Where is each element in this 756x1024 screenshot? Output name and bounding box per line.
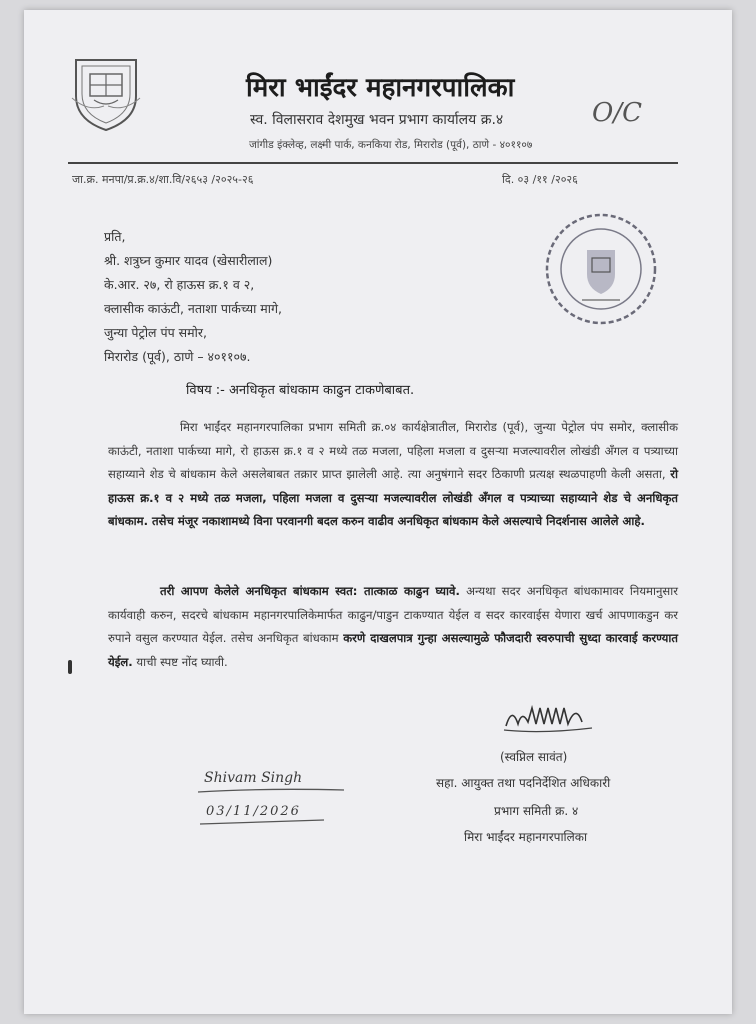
receiver-date: 03/11/2026 [206, 804, 301, 819]
letter-date: दि. ०३ /११ /२०२६ [502, 173, 578, 186]
handwritten-mark: O/C [592, 98, 642, 128]
recipient-line: मिरारोड (पूर्व), ठाणे – ४०११०७. [104, 349, 251, 364]
body-text-bold: रो हाऊस क्र.१ व २ मध्ये तळ मजला, पहिला मजला व दुसऱ्या मजल्यावरील लोखंडी अँगल व पत्र्याच्या सहाय्याने शेड चे अनधिकृत बांधकाम. तसेच मंजूर नकाशामध्ये विना परवानगी बदल करुन वाढीव अनधिकृत बांधकाम केले असल्याचे निदर्शनास आलेले आहे. [108, 467, 678, 528]
recipient-line: श्री. शत्रुघ्न कुमार यादव (खेसारीलाल) [104, 253, 273, 268]
organization-name: मिरा भाईंदर महानगरपालिका [246, 73, 515, 103]
recipient-line: जुन्या पेट्रोल पंप समोर, [104, 325, 207, 340]
officer-signature-icon [502, 700, 612, 736]
receiver-name: Shivam Singh [204, 770, 303, 786]
office-seal-icon [542, 210, 660, 328]
body-paragraph-1 [108, 416, 678, 534]
body-text-bold: करणे दाखलपात्र गुन्हा असल्यामुळे फौजदारी स्वरुपाची सुध्दा कारवाई करण्यात येईल. [108, 631, 678, 669]
signatory-ward: प्रभाग समिती क्र. ४ [494, 804, 579, 818]
body-text: अन्यथा सदर अनधिकृत बांधकामावर नियमानुसार कार्यवाही करुन, सदरचे बांधकाम महानगरपालिकेमार्फत काढुन/पाडुन टाकण्यात येईल व सदर कारवाईस येणारा खर्च आपणाकडुन कर रुपाने वसुल करण्यात येईल. तसेच अनधिकृत बांधकाम [108, 584, 679, 645]
signatory-designation: सहा. आयुक्त तथा पदनिर्देशित अधिकारी [436, 776, 611, 790]
office-address: जांगीड इंक्लेव्ह, लक्ष्मी पार्क, कनकिया रोड, मिरारोड (पूर्व), ठाणे - ४०११०७ [249, 139, 533, 151]
body-text: याची स्पष्ट नोंद घ्यावी. [136, 654, 228, 669]
outward-number: जा.क्र. मनपा/प्र.क्र.४/शा.वि/२६५३ /२०२५-२६ [72, 173, 254, 186]
recipient-prefix: प्रति, [104, 229, 126, 244]
office-name: स्व. विलासराव देशमुख भवन प्रभाग कार्यालय क्र.४ [250, 112, 504, 128]
signatory-name: (स्वप्निल सावंत) [500, 750, 568, 764]
corporation-emblem-icon [68, 54, 144, 134]
recipient-line: के.आर. २७, रो हाऊस क्र.१ व २, [104, 277, 255, 292]
letter-subject: विषय :- अनधिकृत बांधकाम काढुन टाकणेबाबत. [186, 383, 415, 398]
margin-mark [68, 660, 72, 674]
body-text: मिरा भाईंदर महानगरपालिका प्रभाग समिती क्र.०४ कार्यक्षेत्रातील, मिरारोड (पूर्व), जुन्या पेट्रोल पंप समोर, क्लासीक काऊंटी, नताशा पार्कच्या मागे, रो हाऊस क्र.१ व २ मध्ये तळ मजला, पहिला मजला व दुसऱ्या मजल्यावरील लोखंडी अँगल व पत्र्याच्या सहाय्याने शेड चे बांधकाम केले असलेबाबत तक्रार प्राप्त झालेली आहे. त्या अनुषंगाने सदर ठिकाणी प्रत्यक्ष स्थळपाहणी केली असता, [108, 420, 678, 481]
body-paragraph-2 [108, 580, 678, 674]
header-divider [68, 162, 678, 164]
body-text-bold: तरी आपण केलेले अनधिकृत बांधकाम स्वत: तात्काळ काढुन घ्यावे. [160, 584, 460, 598]
letter-page [24, 10, 732, 1014]
signatory-corporation: मिरा भाईंदर महानगरपालिका [464, 830, 588, 844]
recipient-line: क्लासीक काऊंटी, नताशा पार्कच्या मागे, [104, 301, 283, 316]
